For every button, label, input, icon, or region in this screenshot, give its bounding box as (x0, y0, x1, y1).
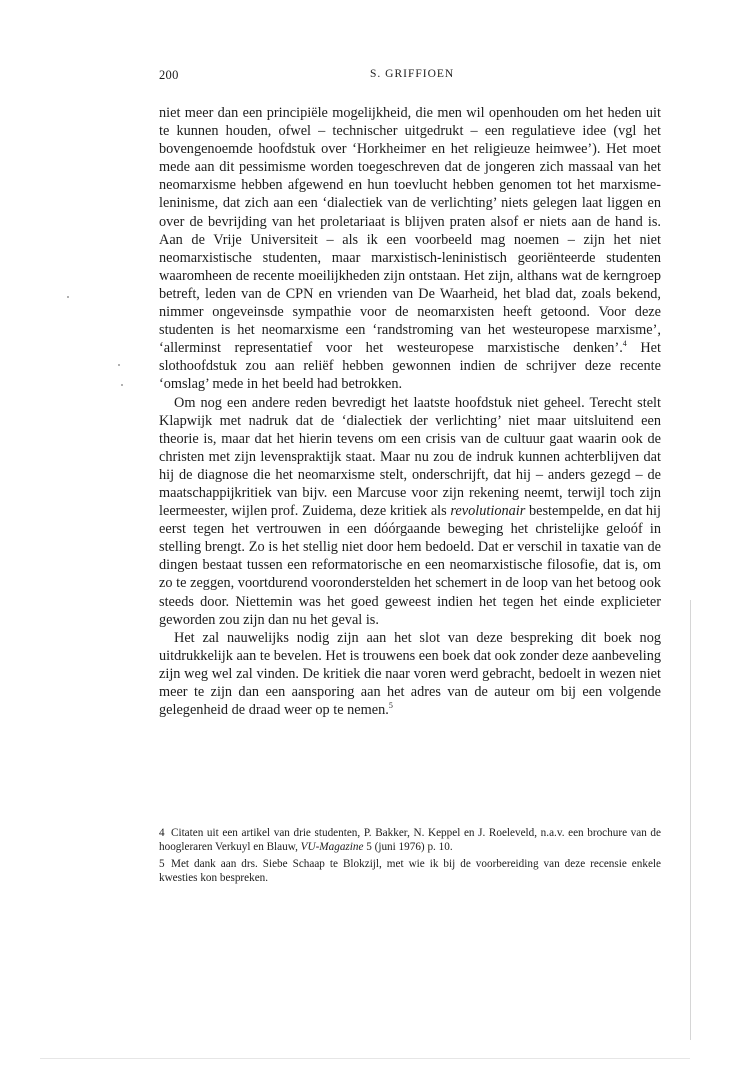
footnote-5 (159, 857, 661, 886)
italic-term: revolutionair (450, 503, 526, 520)
footnote-italic: VU-Magazine (300, 841, 364, 854)
body-text (159, 104, 661, 719)
scan-speck (118, 364, 120, 366)
footnote-text: 5 (juni 1976) p. 10. (363, 841, 453, 854)
paragraph-text: Om nog een andere reden bevredigt het laatste hoofdstuk niet geheel. Terecht stelt Klapwijk met nadruk dat de ‘dialectiek der verlichting’ niet maar uitsluitend een theorie is, maar dat het hierin tevens om een crisis van de cultuur gaat waarin ook de christen met zijn levenspraktijk staat. Maar nu zou de indruk kunnen achterblijven dat hij de diagnose die het neomarxisme stelt, onderschrijft, dat hij – anders gezegd – de maatschappijkritiek van bijv. een Marcuse voor zijn rekening neemt, terwijl toch zijn leermeester, wijlen prof. Zuidema, deze kritiek als (159, 394, 661, 520)
paragraph-text: niet meer dan een principiële mogelijkheid, die men wil openhouden om het heden uit te kunnen houden, ofwel – technischer uitgedrukt – een regulatieve idee (vgl het bovengenoemde hoofdstuk over ‘Horkheimer en het religieuze heimwee’). Het moet mede aan dit pessimisme worden toegeschreven dat de jongeren zich massaal van het neomarxisme hebben afgewend en hun toevlucht hebben genomen tot het marxisme-leninisme, dat zich aan een ‘dialectiek van de verlichting’ niets gelegen laat liggen en over de bevrijding van het proletariaat is blijven praten alsof er niets aan de hand is. Aan de Vrije Universiteit – als ik een voorbeeld mag noemen – zijn het niet neomarxistische studenten, maar marxistisch-leninistisch georiënteerde studenten waaromheen de recente moeilijkheden zijn ontstaan. Het zijn, althans wat de kerngroep betreft, leden van de CPN en vrienden van De Waarheid, het blad dat, zoals bekend, nimmer ongeveinsde sympathie voor de neomarxisten heeft getoond. Voor deze studenten is het neomarxisme een ‘randstroming van het westeuropese marxisme’, ‘allerminst representatief voor het westeuropese marxistische denken’. (159, 105, 661, 357)
paragraph-text: bestempelde, en dat hij eerst tegen het vertrouwen in een dóórgaande beweging het christelijke geloóf in stelling brengt. Zo is het stellig niet door hem bedoeld. Dat er verschil in taxatie van de dingen bestaat tussen een reformatorische en een neomarxistische filosofie, dat is, om zo te zeggen, voortdurend vooronderstelden het schemert in de loop van het betoog ook steeds door. Niettemin was het goed geweest indien het tegen het einde explicieter geworden zou zijn dan nu het geval is. (159, 503, 661, 628)
running-head-author: S. GRIFFIOEN (370, 68, 455, 80)
scan-speck (121, 384, 123, 386)
paragraph-text: Het slothoofdstuk zou aan reliëf hebben gewonnen indien de schrijver deze recente ‘omslag’ mede in het beeld had betrokken. (159, 340, 662, 393)
page-edge-right (690, 600, 691, 1040)
paragraph (159, 394, 661, 629)
scan-speck (67, 296, 69, 298)
footnotes (159, 826, 661, 888)
page-number: 200 (159, 68, 179, 82)
footnote-text: Met dank aan drs. Siebe Schaap te Blokzijl, met wie ik bij de voorbereiding van deze recensie enkele kwesties kon bespreken. (159, 857, 661, 885)
paragraph (159, 104, 661, 394)
paragraph-text: Het zal nauwelijks nodig zijn aan het slot van deze bespreking dit boek nog uitdrukkelijk aan te bevelen. Het is trouwens een boek dat ook zonder deze aanbeveling zijn weg wel zal vinden. De kritiek die naar voren werd gebracht, bedoelt in wezen niet meer te zijn dan een aansporing aan het adres van de auteur om bij een volgende gelegenheid de draad weer op te nemen. (159, 629, 661, 719)
running-header (159, 68, 661, 86)
footnote-text: Citaten uit een artikel van drie studenten, P. Bakker, N. Keppel en J. Roeleveld, n.a.v. een brochure van de hoogleraren Verkuyl en Blauw, (159, 827, 661, 854)
paragraph (159, 629, 661, 719)
footnote-number: 5 (159, 857, 165, 870)
footnote-4 (159, 826, 661, 855)
footnote-ref-5[interactable]: 5 (388, 701, 393, 711)
page-edge-bottom (40, 1058, 690, 1059)
footnote-number: 4 (159, 827, 165, 839)
footnote-ref-4[interactable]: 4 (622, 339, 627, 349)
